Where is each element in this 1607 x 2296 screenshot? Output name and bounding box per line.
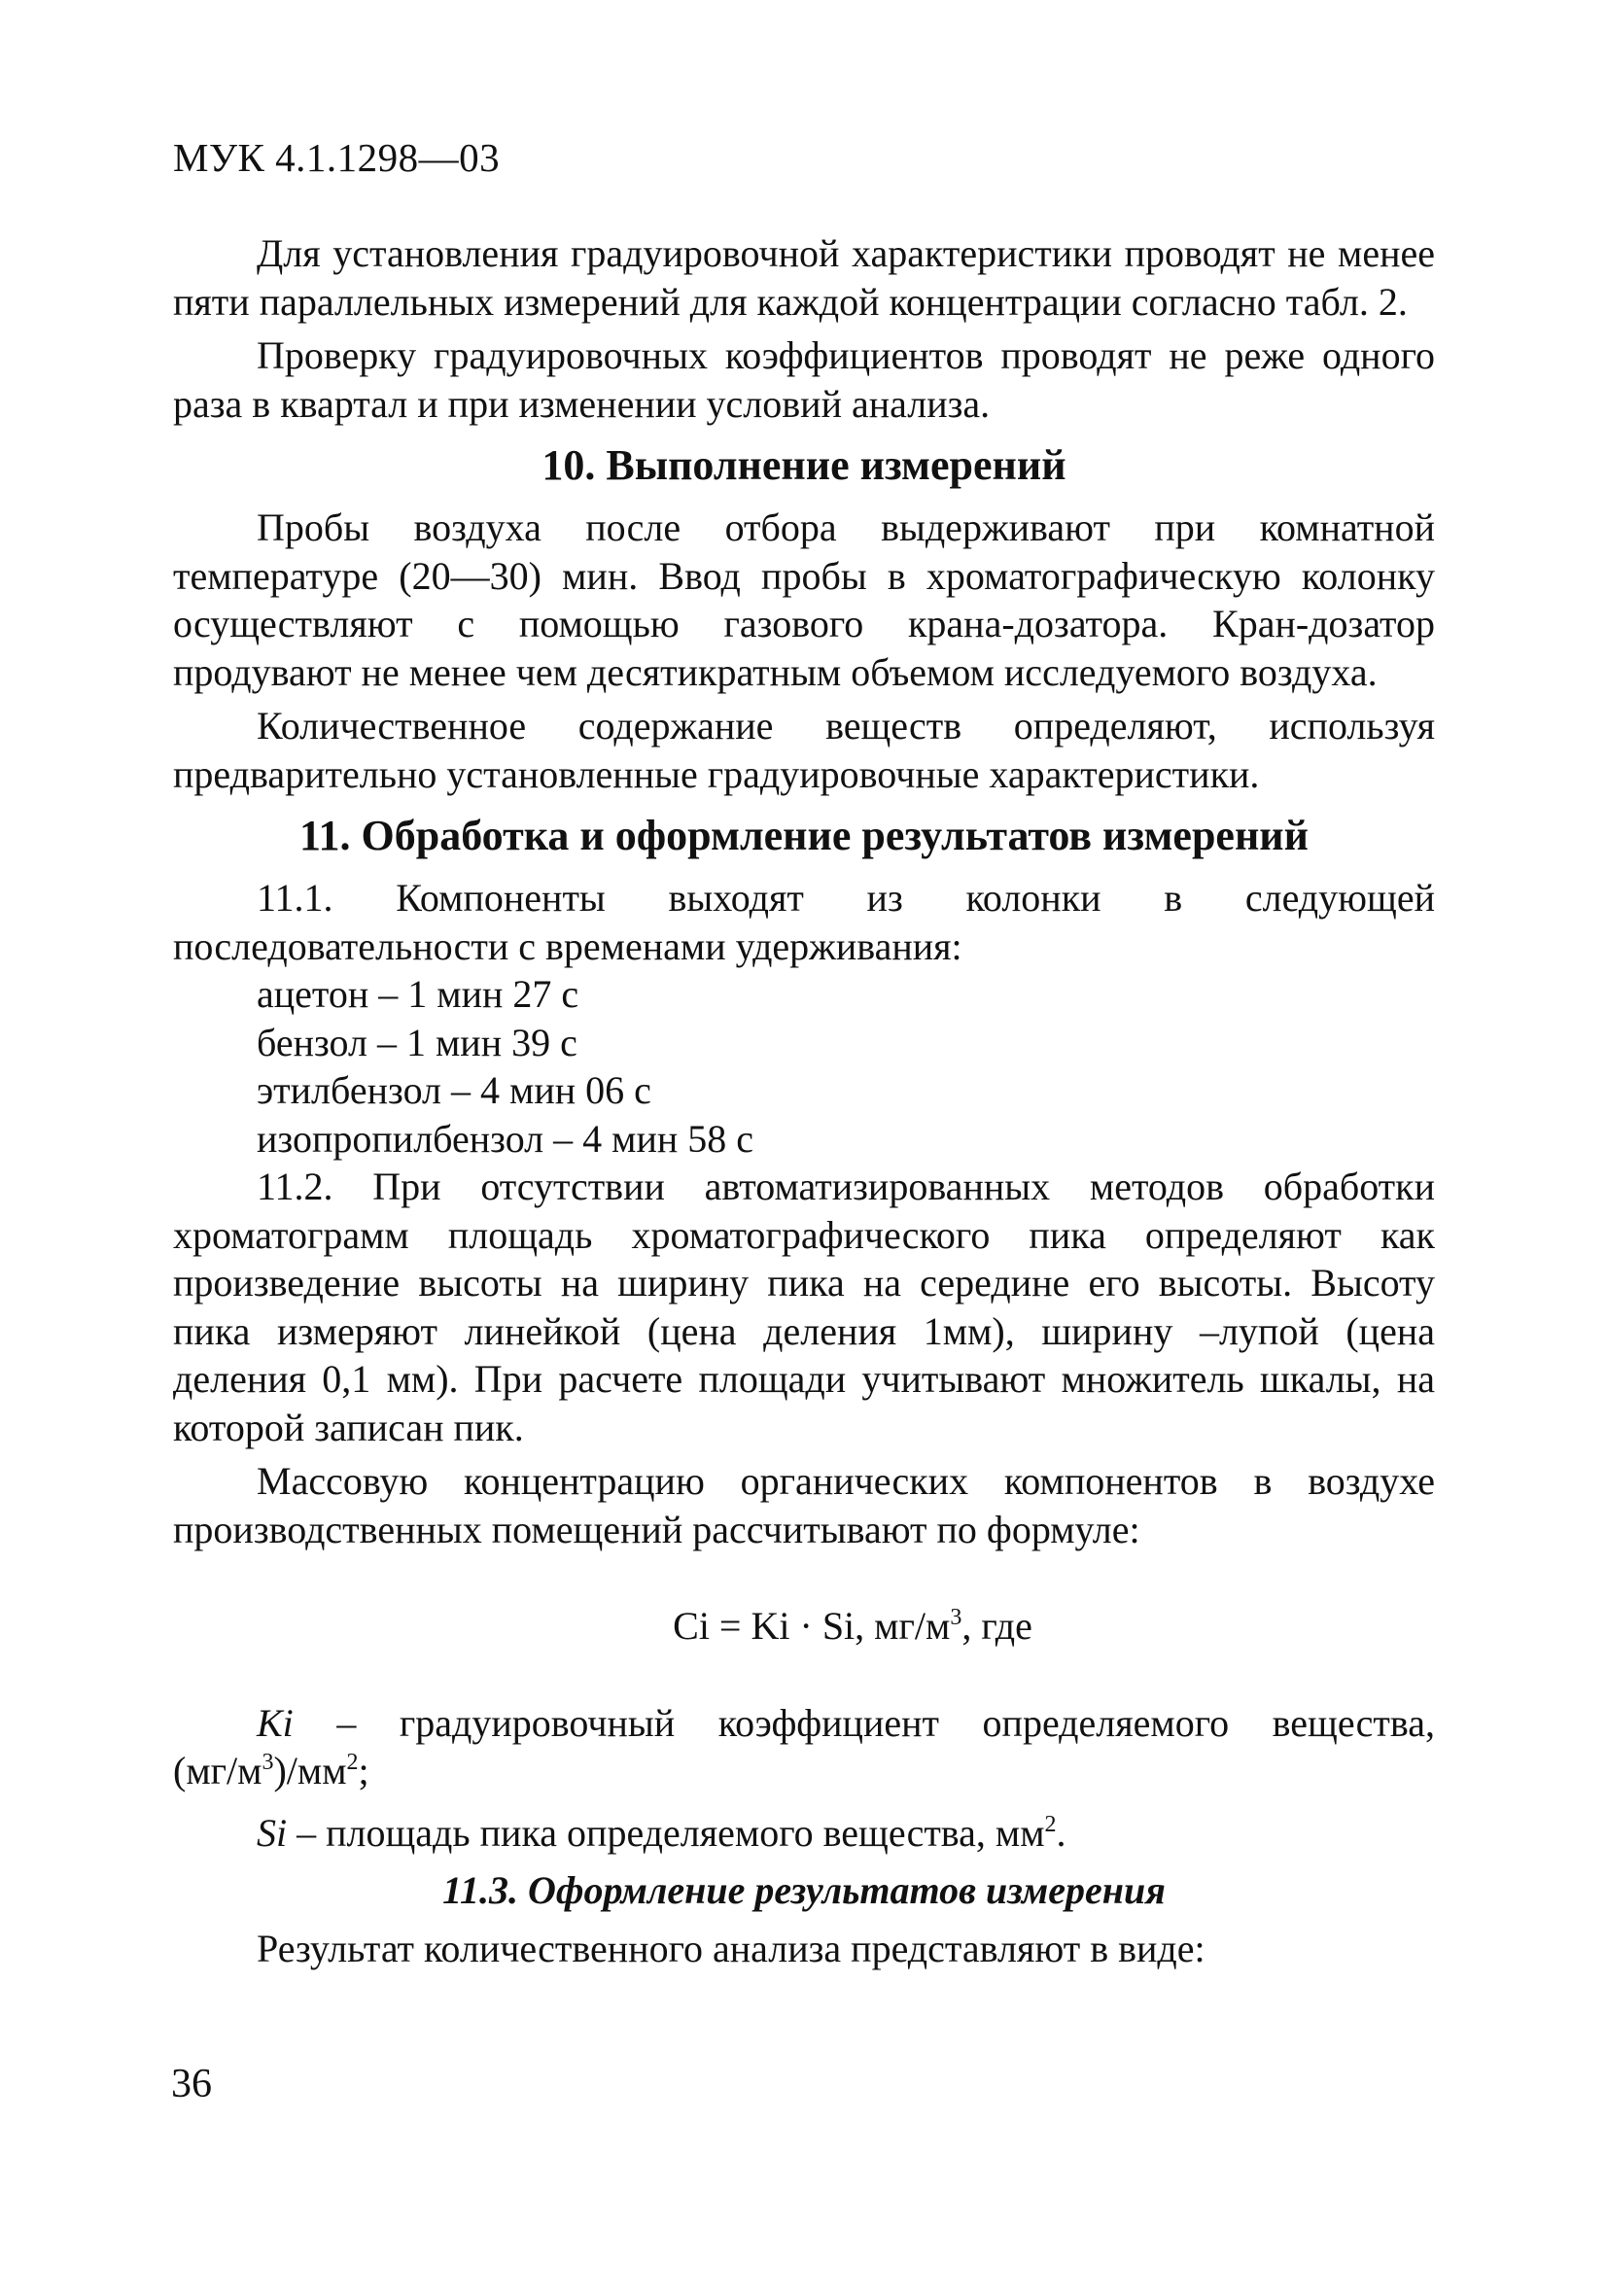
retention-item-acetone: ацетон – 1 мин 27 с — [257, 972, 579, 1016]
section-11-heading: 11. Обработка и оформление результатов измерений — [298, 812, 1310, 859]
definition-ki-word: определяемого — [982, 1700, 1230, 1745]
subsection-11-3-heading: 11.3. Оформление результатов измерения — [442, 1868, 1166, 1912]
formula-tail: , где — [961, 1604, 1032, 1648]
unit-superscript: 2 — [346, 1750, 359, 1775]
definition-ki-unit — [173, 1747, 1435, 1795]
formula-concentration — [173, 1602, 1435, 1651]
retention-item-benzene: бензол – 1 мин 39 с — [257, 1020, 577, 1064]
section-10-heading: 10. Выполнение измерений — [541, 441, 1066, 489]
formula-main: Ci = Ki · Si, мг/м — [673, 1604, 951, 1648]
paragraph-11-2: 11.2. При отсутствии автоматизированных методов обработки хроматограмм площадь хроматографического пика определяют как произведение высоты на ширину пика на середине его высоты. Высоту пика измеряют линейкой (цена деления 1мм), ширину –лупой (цена деления 0,1 мм). При расчете площади учитывают множитель шкалы, на которой записан пик. — [173, 1165, 1435, 1449]
definition-ki-word: градуировочный — [399, 1700, 676, 1745]
definition-ki-word: коэффициент — [717, 1700, 939, 1745]
paragraph-quantitative-content: Количественное содержание веществ определяют, используя предварительно установленные градуировочные характеристики. — [173, 704, 1435, 796]
paragraph-mass-concentration: Массовую концентрацию органических компонентов в воздухе производственных помещений рассчитывают по формуле: — [173, 1459, 1435, 1551]
definition-si-superscript: 2 — [1044, 1811, 1057, 1837]
retention-item-isopropylbenzene: изопропилбензол – 4 мин 58 с — [257, 1116, 754, 1161]
definition-si — [173, 1809, 1435, 1858]
definition-ki-symbol: Ki — [257, 1700, 294, 1745]
paragraph-result-form: Результат количественного анализа представляют в виде: — [257, 1927, 1205, 1970]
page-content — [173, 229, 1435, 1973]
definition-ki — [173, 1699, 1435, 1795]
definition-ki-line — [173, 1699, 1435, 1748]
unit-superscript: 3 — [262, 1750, 274, 1775]
unit-part: )/мм — [273, 1749, 347, 1792]
unit-part: (мг/м — [173, 1749, 262, 1792]
paragraph-sample-handling: Пробы воздуха после отбора выдерживают при комнатной температуре (20—30) мин. Ввод пробы в хроматографическую колонку осуществляют с помощью газового крана-дозатора. Кран-дозатор продувают не менее чем десятикратным объемом исследуемого воздуха. — [173, 505, 1435, 694]
definition-si-tail: . — [1056, 1810, 1066, 1855]
definition-ki-word: – — [336, 1700, 357, 1745]
retention-item-ethylbenzene: этилбензол – 4 мин 06 с — [257, 1068, 651, 1112]
page-number: 36 — [171, 2062, 212, 2106]
paragraph-calibration-measurements: Для установления градуировочной характеристики проводят не менее пяти параллельных измерений для каждой концентрации согласно табл. 2. — [173, 231, 1435, 324]
definition-si-text: – площадь пика определяемого вещества, мм — [287, 1810, 1045, 1855]
paragraph-11-1: 11.1. Компоненты выходят из колонки в следующей последовательности с временами удерживания: — [173, 876, 1435, 968]
definition-ki-word: вещества, — [1272, 1700, 1435, 1745]
formula-superscript: 3 — [950, 1605, 962, 1630]
unit-part: ; — [358, 1749, 369, 1792]
definition-si-symbol: Si — [257, 1810, 288, 1855]
document-code: МУК 4.1.1298—03 — [173, 135, 501, 180]
paragraph-calibration-check: Проверку градуировочных коэффициентов проводят не реже одного раза в квартал и при изменении условий анализа. — [173, 333, 1435, 426]
